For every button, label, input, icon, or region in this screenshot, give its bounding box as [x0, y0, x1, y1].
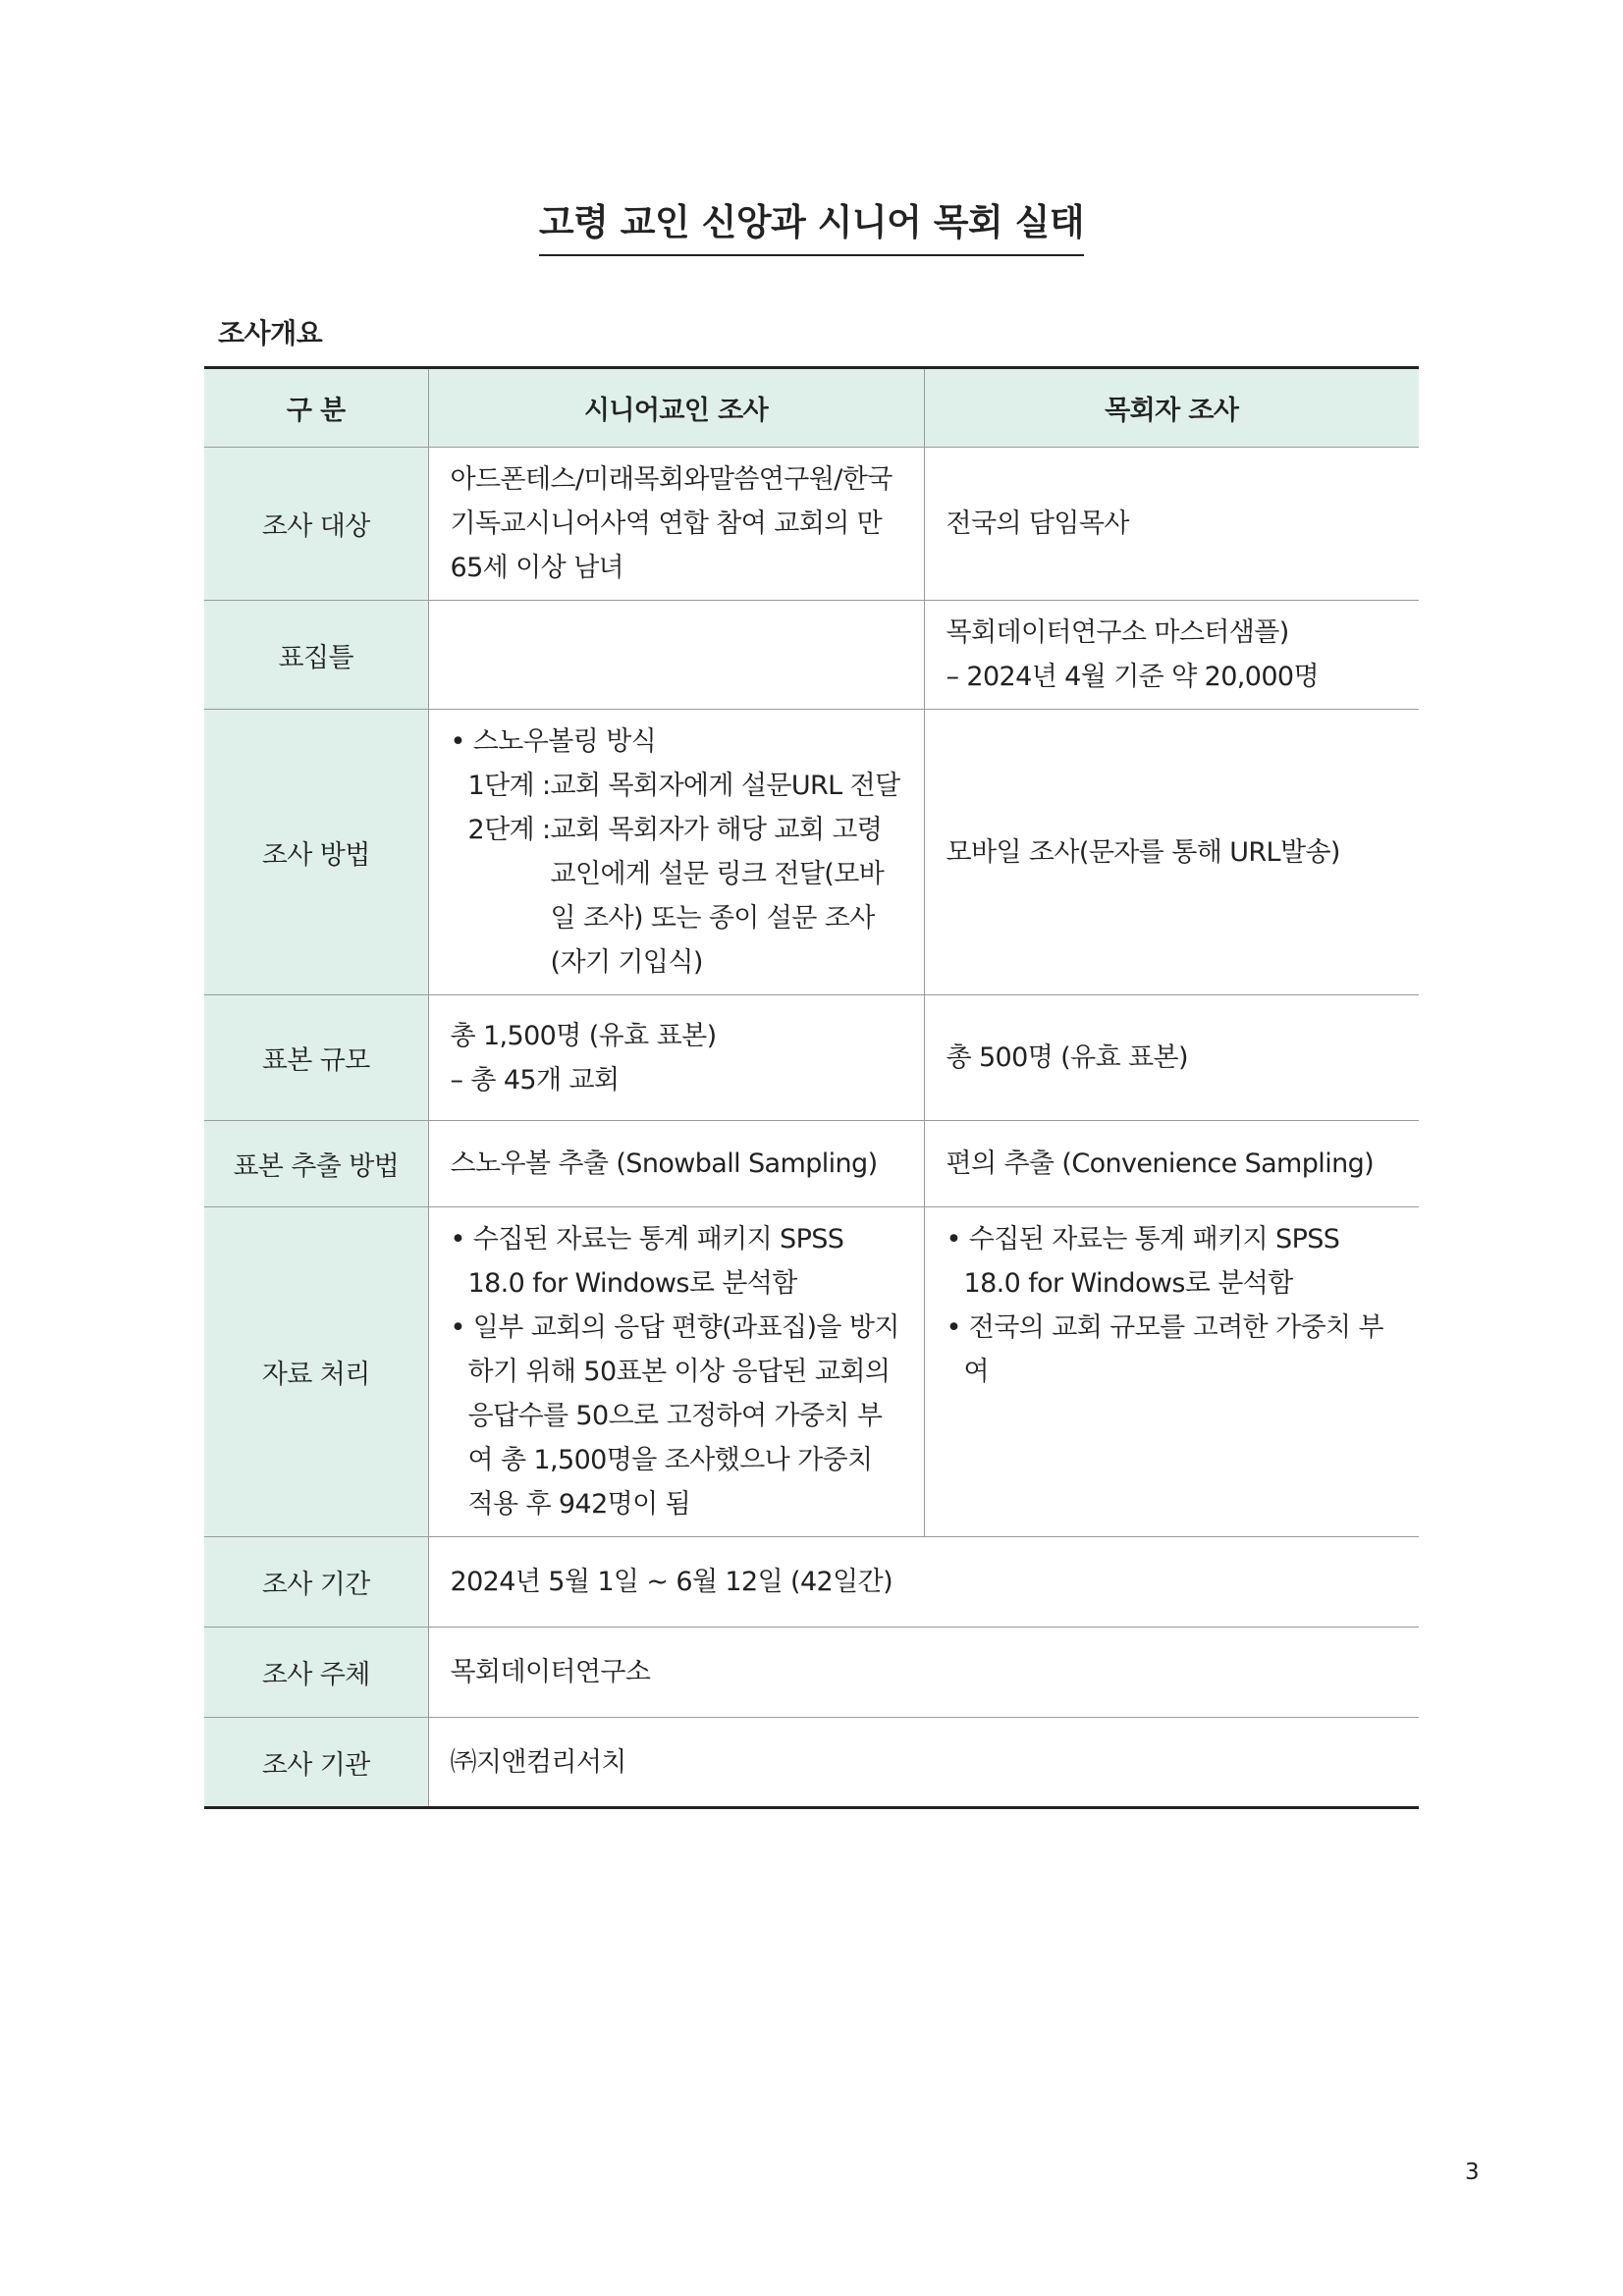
page-title: 고령 교인 신앙과 시니어 목회 실태 — [539, 192, 1084, 256]
step-1-text: 교회 목회자에게 설문URL 전달 — [550, 771, 900, 801]
survey-overview-table — [204, 366, 1419, 1809]
table-row-sample-size — [204, 995, 1419, 1121]
row-label-sample-size: 표본 규모 — [204, 995, 428, 1121]
senior-processing-item: • 수집된 자료는 통계 패키지 SPSS 18.0 for Windows로 분석함 — [450, 1224, 844, 1299]
section-heading: 조사개요 — [218, 317, 323, 349]
senior-target-line: 기독교시니어사역 연합 참여 교회의 만 — [450, 508, 883, 539]
organizer-cell: 목회데이터연구소 — [428, 1628, 1419, 1718]
row-label-agency: 조사 기관 — [204, 1718, 428, 1808]
table-header-row — [204, 368, 1419, 448]
row-label-method: 조사 방법 — [204, 710, 428, 995]
row-label-target: 조사 대상 — [204, 448, 428, 601]
pastor-sample-size-cell: 총 500명 (유효 표본) — [924, 995, 1419, 1121]
table-row-processing — [204, 1207, 1419, 1537]
senior-frame-cell — [428, 601, 924, 710]
senior-processing-item: • 일부 교회의 응답 편향(과표집)을 방지하기 위해 50표본 이상 응답된 교회의 응답수를 50으로 고정하여 가중치 부여 총 1,500명을 조사했으나 가중치 적용 후 942명이 됨 — [450, 1312, 899, 1520]
pastor-processing-cell — [924, 1207, 1419, 1537]
table-row-period — [204, 1537, 1419, 1628]
senior-target-cell — [428, 448, 924, 601]
senior-processing-cell — [428, 1207, 924, 1537]
header-category: 구 분 — [204, 368, 428, 448]
senior-sampling-cell: 스노우볼 추출 (Snowball Sampling) — [428, 1121, 924, 1207]
senior-sample-size-line: 총 1,500명 (유효 표본) — [450, 1020, 717, 1051]
header-senior-survey: 시니어교인 조사 — [428, 368, 924, 448]
table-row-method — [204, 710, 1419, 995]
page-title-wrapper — [0, 192, 1623, 256]
agency-cell: ㈜지앤컴리서치 — [428, 1718, 1419, 1808]
row-label-sampling: 표본 추출 방법 — [204, 1121, 428, 1207]
row-label-period: 조사 기간 — [204, 1537, 428, 1628]
page-number: 3 — [1465, 2160, 1480, 2185]
row-label-organizer: 조사 주체 — [204, 1628, 428, 1718]
pastor-target-cell: 전국의 담임목사 — [924, 448, 1419, 601]
method-step-1 — [451, 764, 902, 808]
table-row-agency — [204, 1718, 1419, 1808]
senior-sample-size-line: – 총 45개 교회 — [450, 1064, 620, 1095]
pastor-frame-line: – 2024년 4월 기준 약 20,000명 — [946, 662, 1319, 692]
senior-sample-size-cell — [428, 995, 924, 1121]
period-cell: 2024년 5월 1일 ~ 6월 12일 (42일간) — [428, 1537, 1419, 1628]
pastor-method-cell: 모바일 조사(문자를 통해 URL발송) — [924, 710, 1419, 995]
method-bullet: • 스노우볼링 방식 — [450, 726, 657, 757]
table-row-sampling — [204, 1121, 1419, 1207]
table-row-target — [204, 448, 1419, 601]
row-label-processing: 자료 처리 — [204, 1207, 428, 1537]
table-row-organizer — [204, 1628, 1419, 1718]
pastor-processing-item: • 전국의 교회 규모를 고려한 가중치 부여 — [946, 1312, 1383, 1387]
step-2-label: 2단계 : — [467, 815, 551, 845]
row-label-frame: 표집틀 — [204, 601, 428, 710]
step-1-label: 1단계 : — [467, 771, 551, 801]
pastor-sampling-cell: 편의 추출 (Convenience Sampling) — [924, 1121, 1419, 1207]
table-row-frame — [204, 601, 1419, 710]
pastor-frame-line: 목회데이터연구소 마스터샘플) — [946, 617, 1289, 648]
step-2-text: 교회 목회자가 해당 교회 고령 교인에게 설문 링크 전달(모바일 조사) 또는 종이 설문 조사(자기 기입식) — [550, 815, 885, 978]
method-step-2 — [451, 808, 902, 985]
header-pastor-survey: 목회자 조사 — [924, 368, 1419, 448]
senior-target-line: 65세 이상 남녀 — [450, 553, 624, 583]
senior-target-line: 아드폰테스/미래목회와말씀연구원/한국 — [450, 464, 893, 495]
pastor-frame-cell — [924, 601, 1419, 710]
pastor-processing-item: • 수집된 자료는 통계 패키지 SPSS 18.0 for Windows로 분석함 — [946, 1224, 1340, 1299]
senior-method-cell — [428, 710, 924, 995]
